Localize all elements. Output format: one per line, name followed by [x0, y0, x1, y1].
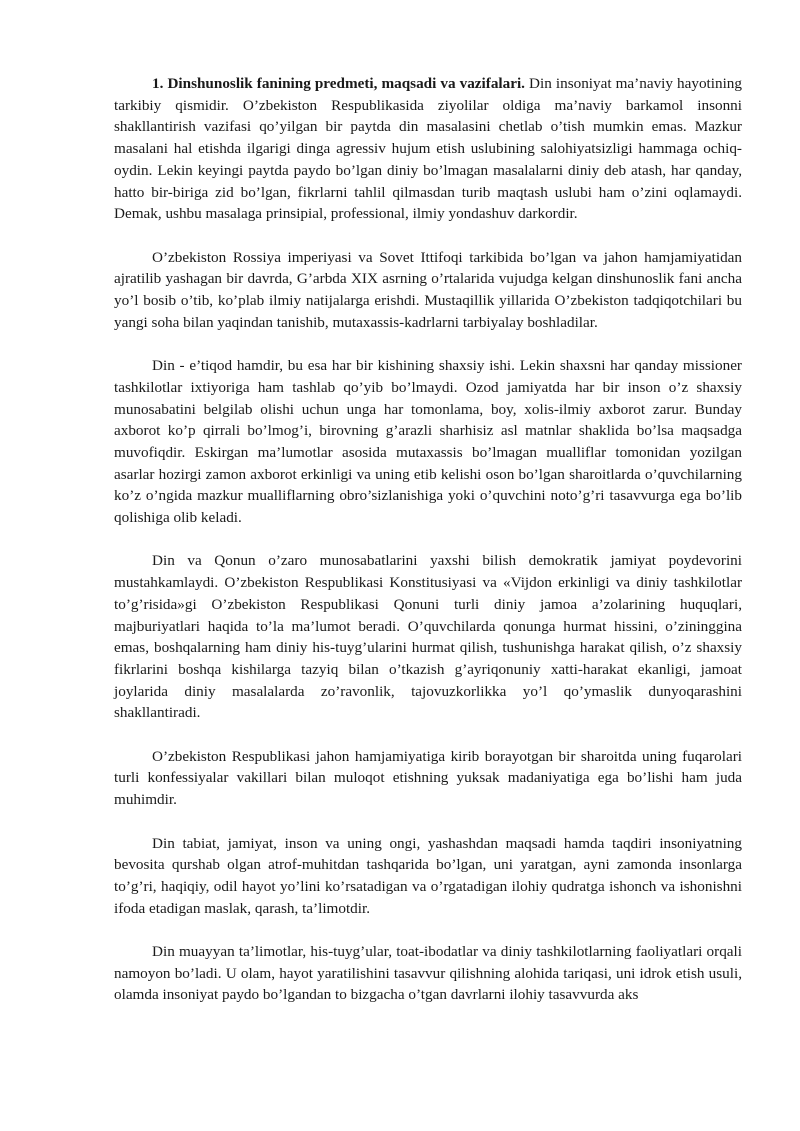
paragraph-5 [114, 746, 742, 811]
document-page [114, 73, 742, 1028]
paragraph-3 [114, 355, 742, 529]
paragraph-2 [114, 247, 742, 334]
paragraph-7 [114, 941, 742, 1006]
paragraph-4 [114, 550, 742, 724]
paragraph-text: Din insoniyat ma’naviy hayotining tarkibiy qismidir. O’zbekiston Respublikasida ziyolilar oldiga ma’naviy barkamol insonni shakllantirish vazifasi qo’yilgan bir paytda din masalasini chetlab o’tish mumkin emas. Mazkur masalani hal etishda ilgarigi dinga agressiv hujum etish uslubining salohiyatsizligi hammaga ochiq-oydin. Lekin keyingi paytda paydo bo’lgan diniy bo’lmagan masalalarni diniy deb atash, har qanday, hatto bir-biriga zid bo’lgan, fikrlarni tahlil qilmasdan turib maqtash uslubi ham o’zini oqlamaydi. Demak, ushbu masalaga prinsipial, professional, ilmiy yondashuv darkordir. [114, 75, 742, 223]
paragraph-text: Din muayyan ta’limotlar, his-tuyg’ular, toat-ibodatlar va diniy tashkilotlarning faoliyatlari orqali namoyon bo’ladi. U olam, hayot yaratilishini tasavvur qilishning alohida tariqasi, uni idrok etish usuli, olamda insoniyat paydo bo’lgandan to bizgacha o’tgan davrlarni ilohiy tasavvurda aks [114, 943, 742, 1004]
paragraph-6 [114, 833, 742, 920]
paragraph-text: O’zbekiston Rossiya imperiyasi va Sovet Ittifoqi tarkibida bo’lgan va jahon hamjamiyatidan ajratilib yashagan bir davrda, G’arbda XIX asrning o’rtalarida vujudga kelgan dinshunoslik fani ancha yo’l bosib o’tib, ko’plab ilmiy natijalarga erishdi. Mustaqillik yillarida O’zbekiston tadqiqotchilari bu yangi soha bilan yaqindan tanishib, mutaxassis-kadrlarni tarbiyalay boshladilar. [114, 248, 742, 331]
paragraph-text: O’zbekiston Respublikasi jahon hamjamiyatiga kirib borayotgan bir sharoitda uning fuqarolari turli konfessiyalar vakillari bilan muloqot etishning yuksak madaniyatiga ega bo’lishi ham juda muhimdir. [114, 747, 742, 809]
paragraph-text: Din tabiat, jamiyat, inson va uning ongi, yashashdan maqsadi hamda taqdiri insoniyatning bevosita qurshab olgan atrof-muhitdan tashqarida bo’lgan, uni yaratgan, ayni zamonda insonlarga to’g’ri, haqiqiy, odil hayot yo’lini ko’rsatadigan va o’rgatadigan ilohiy qudratga ishonch va ishonishni ifoda etadigan maslak, qarash, ta’limotdir. [114, 834, 742, 917]
paragraph-text: Din va Qonun o’zaro munosabatlarini yaxshi bilish demokratik jamiyat poydevorini mustahkamlaydi. O’zbekiston Respublikasi Konstitusiyasi va «Vijdon erkinligi va diniy tashkilotlar to’g’risida»gi O’zbekiston Respublikasi Qonuni turli diniy jamoa a’zolarining huquqlari, majburiyatlari haqida to’la ma’lumot beradi. O’quvchilarda qonunga hurmat hissini, o’zininggina emas, boshqalarning ham diniy his-tuyg’ularini hurmat qilish, tushunishga harakat qilish, o’z shaxsiy fikrlarini boshqa kishilarga tazyiq bilan o’tkazish g’ayriqonuniy xatti-harakat ekanligi, jamoat joylarida diniy masalalarda zo’ravonlik, tajovuzkorlikka yo’l qo’ymaslik dunyoqarashini shakllantiradi. [114, 552, 742, 722]
section-heading: 1. Dinshunoslik fanining predmeti, maqsadi va vazifalari. [152, 75, 525, 92]
paragraph-text: Din - e’tiqod hamdir, bu esa har bir kishining shaxsiy ishi. Lekin shaxsni har qanday missioner tashkilotlar ixtiyoriga ham tashlab qo’yib bo’lmaydi. Ozod jamiyatda har bir inson o’z shaxsiy munosabatini belgilab olishi uchun unga har tomonlama, boy, xolis-ilmiy axborot zarur. Bunday axborot ko’p qirrali bo’lmog’i, birovning g’arazli sharhisiz asl matnlar shaklida bo’lsa maqsadga muvofiqdir. Eskirgan ma’lumotlar asosida mutaxassis bo’lmagan mualliflar tomonidan yozilgan asarlar hozirgi zamon axborot erkinligi va uning etib kelishi oson bo’lgan sharoitlarda o’quvchilarning ko’z o’ngida mazkur mualliflarning obro’sizlanishiga yoki o’quvchini noto’g’ri tasavvurga ega bo’lib qolishiga olib keladi. [114, 357, 742, 527]
paragraph-1 [114, 73, 742, 225]
